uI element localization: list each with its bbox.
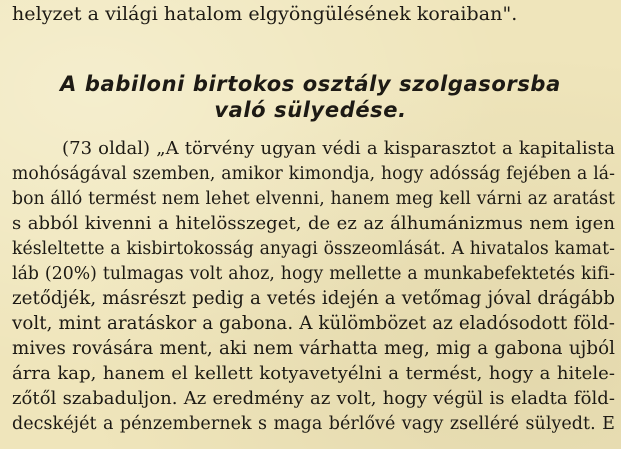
paragraph-line: mives rovására ment, aki nem várhatta meg, mig a gabona ujból [12, 338, 615, 359]
paragraph-line: láb (20%) tulmagas volt ahoz, hogy mellette a munkabefektetés kifi- [12, 264, 615, 284]
paragraph-line: zőtől szabaduljon. Az eredmény az volt, hogy végül is eladta föld- [12, 388, 615, 409]
paragraph-line: (73 oldal) „A törvény ugyan védi a kisparasztot a kapitalista [62, 138, 615, 159]
paragraph-line: bon álló termést nem lehet elvenni, hanem meg kell várni az aratást [12, 189, 615, 209]
section-heading-line-1: A babiloni birtokos osztály szolgasorsba [60, 72, 561, 96]
paragraph-line: árra kap, hanem el kellett kotyavetyélni a termést, hogy a hitele- [12, 363, 615, 384]
section-heading-line-2: való sülyedése. [214, 98, 407, 122]
paragraph-line: s abból kivenni a hitelösszeget, de ez az álhumánizmus nem igen [12, 213, 615, 234]
paragraph-line: volt, mint aratáskor a gabona. A külömbözet az eladósodott föld- [12, 313, 615, 334]
top-text-line: helyzet a világi hatalom elgyöngülésének koraiban". [12, 3, 518, 25]
paragraph-line: mohóságával szemben, amikor kimondja, hogy adósság fejében a lá- [12, 164, 615, 184]
paragraph-line: késleltette a kisbirtokosság anyagi összeomlását. A hivatalos kamat- [12, 239, 615, 259]
paragraph-line: zetődjék, másrészt pedig a vetés idején a vetőmag jóval drágább [12, 288, 615, 309]
paragraph-line: decskéjét a pénzembernek s maga bérlővé vagy zselléré sülyedt. E [12, 414, 615, 434]
